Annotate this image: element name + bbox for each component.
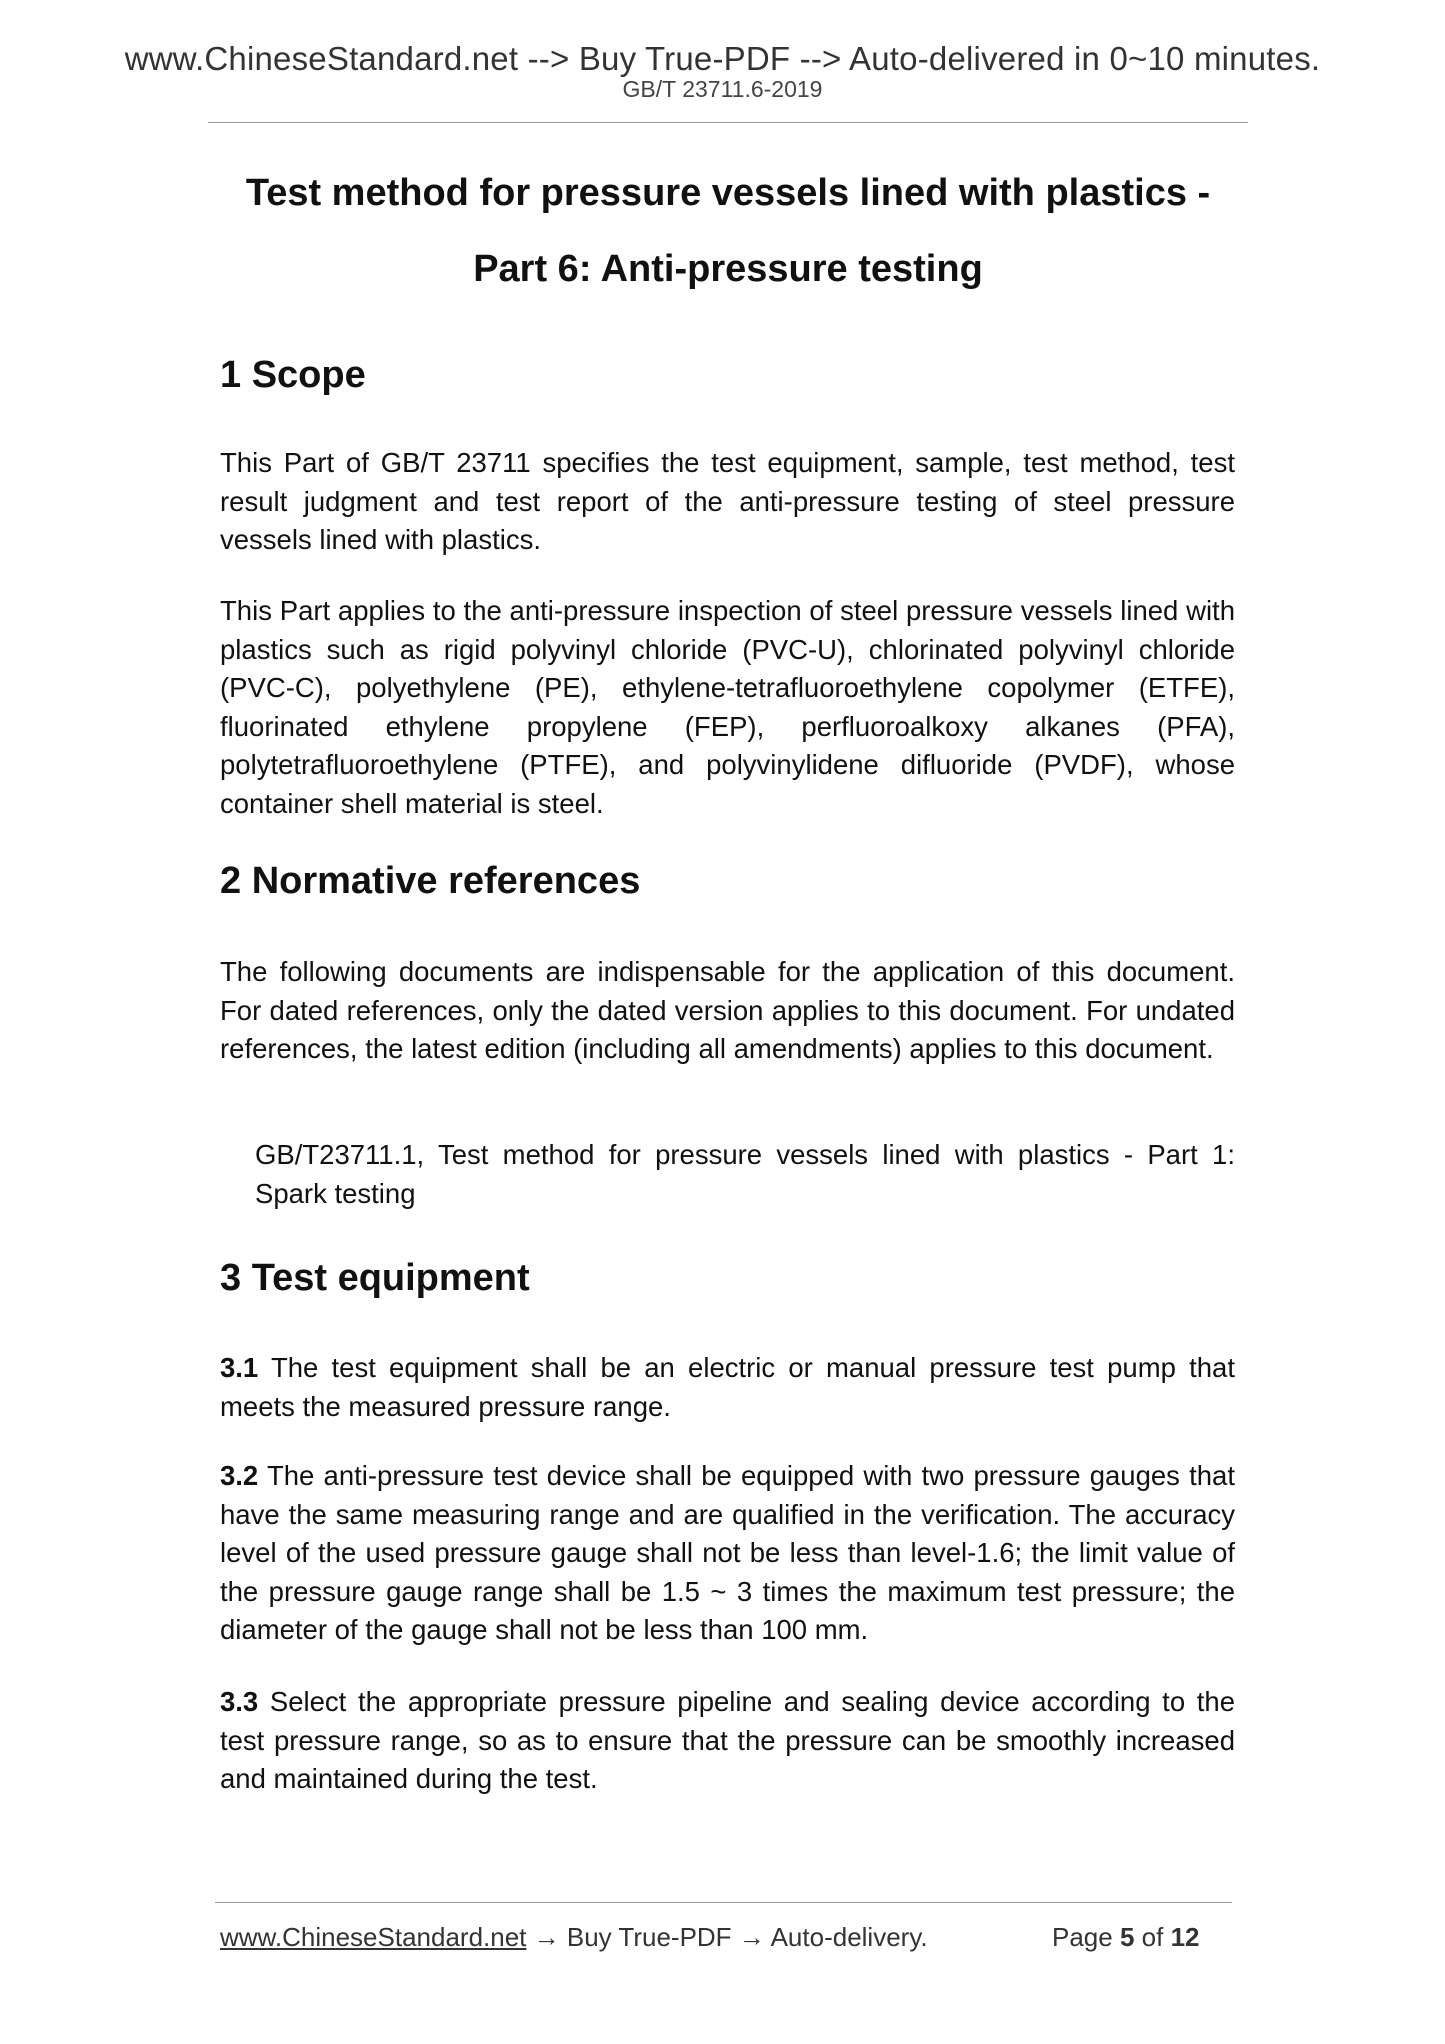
normative-reference-item: GB/T23711.1, Test method for pressure vessels lined with plastics - Part 1: Spark testing <box>255 1139 1235 1209</box>
clause-3-2-text: The anti-pressure test device shall be equipped with two pressure gauges that have the same measuring range and are qualified in the verification. The accuracy level of the used pressure gauge shall not be less than level-1.6; the limit value of the pressure gauge range shall be 1.5 ~ 3 times the maximum test pressure; the diameter of the gauge shall not be less than 100 mm. <box>220 1460 1235 1645</box>
standard-code: GB/T 23711.6-2019 <box>622 76 823 102</box>
footer-promo <box>220 1922 928 1953</box>
clause-3-3-number: 3.3 <box>220 1686 259 1717</box>
clause-3-1 <box>220 1349 1235 1426</box>
document-title-line1: Test method for pressure vessels lined with plastics - <box>245 172 1211 214</box>
header-divider <box>208 122 1248 123</box>
scope-paragraph-1: This Part of GB/T 23711 specifies the test equipment, sample, test method, test result judgment and test report of the anti-pressure testing of steel pressure vessels lined with plastics. <box>220 447 1235 555</box>
clause-3-3 <box>220 1683 1235 1799</box>
scope-paragraph-2: This Part applies to the anti-pressure inspection of steel pressure vessels lined with plastics such as rigid polyvinyl chloride (PVC-U), chlorinated polyvinyl chloride (PVC-C), polyethylene (PE), ethylene-tetrafluoroethylene copolymer (ETFE), fluorinated ethylene propylene (FEP), perfluoroalkoxy alkanes (PFA), polytetrafluoroethylene (PTFE), and polyvinylidene difluoride (PVDF), whose container shell material is steel. <box>220 595 1235 819</box>
page-of-label: of <box>1134 1922 1171 1952</box>
clause-3-1-text: The test equipment shall be an electric or manual pressure test pump that meets the measured pressure range. <box>220 1352 1235 1422</box>
footer-divider <box>215 1902 1232 1903</box>
clause-3-3-text: Select the appropriate pressure pipeline and sealing device according to the test pressure range, so as to ensure that the pressure can be smoothly increased and maintained during the test. <box>220 1686 1235 1794</box>
page-indicator <box>1052 1922 1199 1953</box>
page-label: Page <box>1052 1922 1120 1952</box>
footer-arrow-icon: → <box>526 1922 567 1952</box>
document-title-line2: Part 6: Anti-pressure testing <box>473 248 983 290</box>
footer-delivery-text: Auto-delivery. <box>770 1922 928 1952</box>
site-banner: www.ChineseStandard.net --> Buy True-PDF --> Auto-delivered in 0~10 minutes. <box>124 40 1321 77</box>
section-heading-scope: 1 Scope <box>220 354 366 396</box>
footer-site-link[interactable]: www.ChineseStandard.net <box>220 1922 527 1952</box>
footer-buy-text: Buy True-PDF <box>566 1922 732 1952</box>
section-heading-test-equipment: 3 Test equipment <box>220 1257 530 1299</box>
footer-arrow-icon: → <box>731 1922 771 1952</box>
page-total: 12 <box>1170 1922 1200 1952</box>
clause-3-2-number: 3.2 <box>220 1460 259 1491</box>
clause-3-2 <box>220 1457 1235 1650</box>
clause-3-1-number: 3.1 <box>220 1352 259 1383</box>
page-number: 5 <box>1119 1922 1135 1952</box>
section-heading-normative-references: 2 Normative references <box>220 860 641 902</box>
normative-paragraph: The following documents are indispensable for the application of this document. For dated references, only the dated version applies to this document. For undated references, the latest edition (including all amendments) applies to this document. <box>220 956 1235 1064</box>
